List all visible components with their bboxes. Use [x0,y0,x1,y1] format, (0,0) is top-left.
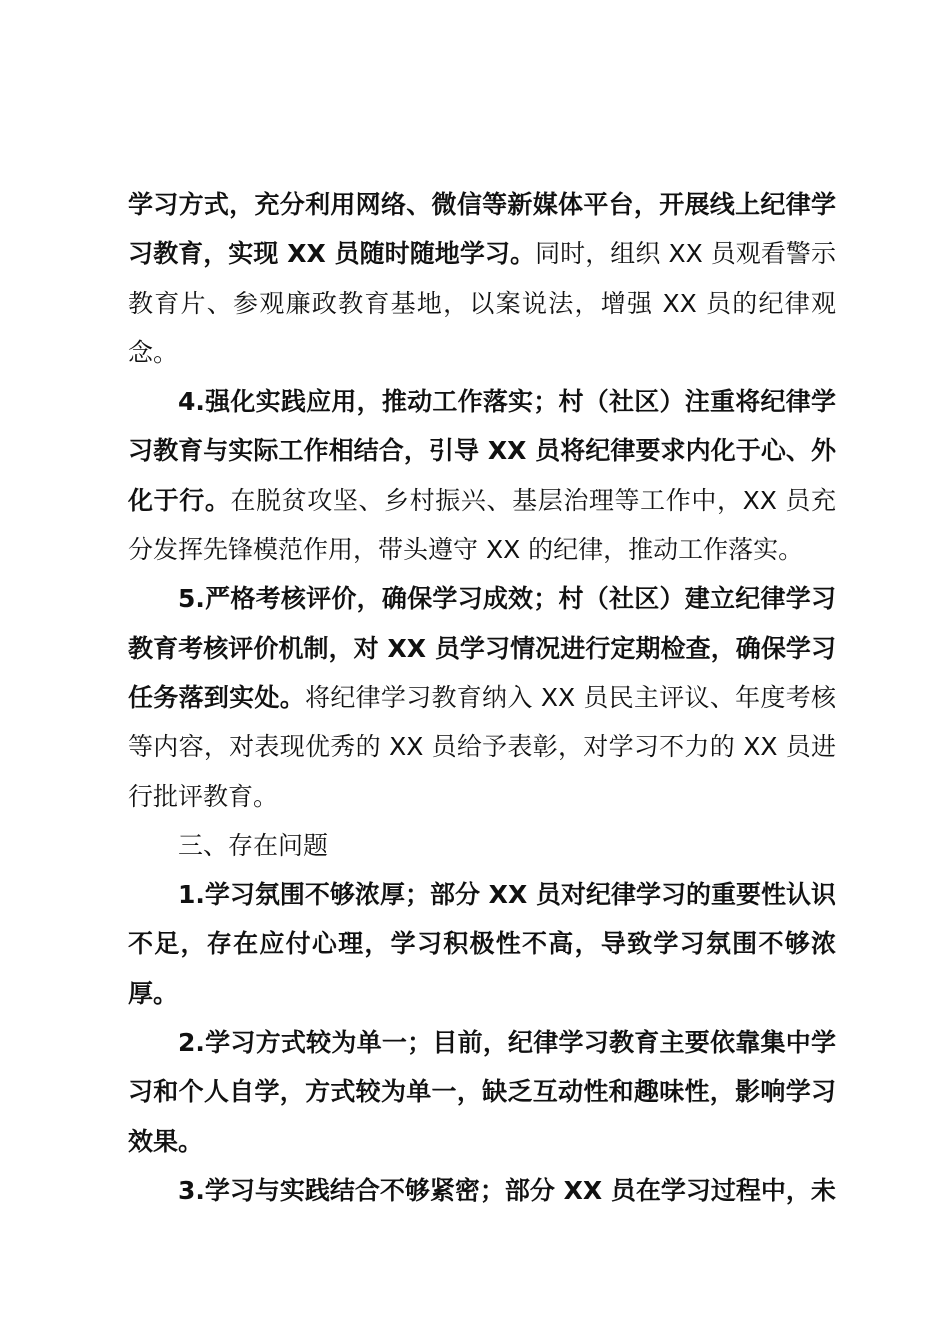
section-heading-existing-problems [128,821,836,870]
paragraph-bold-lead: 学习方式，充分利用网络、微信等新媒体平台，开展线上纪律学习教育，实现 XX 员随时随地学习。 [128,190,836,269]
document-body [128,180,836,1215]
paragraph-bold-lead: 1.学习氛围不够浓厚；部分 XX 员对纪律学习的重要性认识不足，存在应付心理，学习积极性不高，导致学习氛围不够浓厚。 [128,880,836,1008]
paragraph-bold-lead: 2.学习方式较为单一；目前，纪律学习教育主要依靠集中学习和个人自学，方式较为单一，缺乏互动性和趣味性，影响学习效果。 [128,1028,836,1156]
section-heading-text: 三、存在问题 [178,830,329,860]
paragraph-problem-atmosphere [128,870,836,1018]
paragraph-study-methods-continued [128,180,836,377]
paragraph-problem-single-method [128,1018,836,1166]
paragraph-bold-lead: 4.强化实践应用，推动工作落实；村（社区）注重将纪律学习教育与实际工作相结合，引导 XX 员将纪律要求内化于心、外化于行。 [128,387,836,515]
paragraph-bold-lead: 5.严格考核评价，确保学习成效；村（社区）建立纪律学习教育考核评价机制，对 XX 员学习情况进行定期检查，确保学习任务落到实处。 [128,584,836,712]
paragraph-practice-application [128,377,836,574]
paragraph-body-text: 在脱贫攻坚、乡村振兴、基层治理等工作中，XX 员充分发挥先锋模范作用，带头遵守 XX 的纪律，推动工作落实。 [128,485,836,565]
paragraph-problem-practice-link [128,1166,836,1215]
paragraph-body-text: 同时，组织 XX 员观看警示教育片、参观廉政教育基地，以案说法，增强 XX 员的纪律观念。 [128,239,836,367]
paragraph-bold-lead: 3.学习与实践结合不够紧密；部分 XX 员在学习过程中，未 [178,1175,836,1205]
paragraph-assessment-evaluation [128,574,836,820]
paragraph-body-text: 将纪律学习教育纳入 XX 员民主评议、年度考核等内容，对表现优秀的 XX 员给予表彰，对学习不力的 XX 员进行批评教育。 [128,682,836,811]
